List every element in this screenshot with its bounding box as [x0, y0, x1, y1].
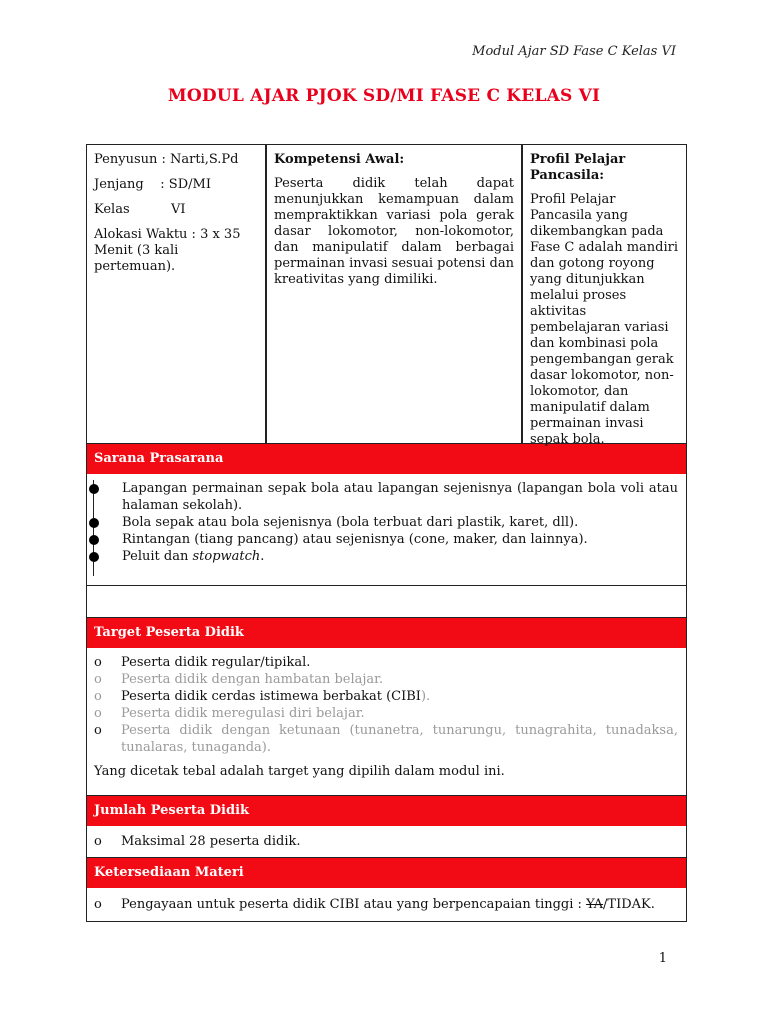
sarana-item-prefix: Peluit dan [122, 549, 193, 564]
kompetensi-cell [267, 145, 523, 443]
jumlah-item-text: Maksimal 28 peserta didik. [121, 834, 301, 849]
alokasi-text: Alokasi Waktu : 3 x 35 Menit (3 kali pertemuan). [94, 227, 241, 274]
empty-row [86, 586, 687, 618]
list-item [94, 688, 678, 705]
list-item [94, 833, 678, 850]
cibi-text: Peserta didik cerdas istimewa berbakat (CIBI [121, 689, 421, 704]
circle-bullet-icon: o [94, 897, 102, 912]
target-item-text: Peserta didik dengan ketunaan (tunanetra, tunarungu, tunagrahita, tunadaksa, tunalaras, tunaganda). [121, 723, 678, 755]
cibi-close: ). [420, 689, 431, 704]
materi-prefix: Pengayaan untuk peserta didik CIBI atau yang berpencapaian tinggi : [121, 897, 587, 912]
materi-item-text [121, 896, 655, 913]
jenjang-text: Jenjang : SD/MI [94, 177, 211, 192]
bullet-icon [94, 480, 122, 514]
profil-cell [523, 145, 686, 447]
list-item [94, 514, 686, 531]
target-note: Yang dicetak tebal adalah target yang dipilih dalam modul ini. [94, 764, 505, 779]
kelas-text: Kelas VI [94, 202, 186, 217]
target-item-text: Peserta didik regular/tipikal. [121, 655, 311, 670]
document-title: MODUL AJAR PJOK SD/MI FASE C KELAS VI [167, 86, 601, 106]
bullet-icon [94, 514, 122, 531]
kompetensi-text: Peserta didik telah dapat menunjukkan kemampuan dalam mempraktikkan variasi pola gerak dasar lokomotor, non-lokomotor, dan manipulatif dalam berbagai permainan invasi sesuai potensi dan kreativitas yang dimiliki. [274, 176, 514, 287]
penyusun-text: Penyusun : Narti,S.Pd [94, 152, 239, 167]
jumlah-heading-bar: Jumlah Peserta Didik [86, 796, 687, 826]
circle-bullet-icon: o [94, 706, 102, 721]
list-item [94, 896, 678, 913]
jumlah-cell [86, 826, 687, 858]
circle-bullet-icon: o [94, 689, 102, 704]
list-item [94, 722, 678, 756]
circle-bullet-icon: o [94, 834, 102, 849]
materi-suffix: /TIDAK. [603, 897, 655, 912]
sarana-list [93, 480, 686, 576]
target-heading-bar: Target Peserta Didik [86, 618, 687, 648]
materi-heading-bar: Ketersediaan Materi [86, 858, 687, 888]
author-info-cell [87, 145, 267, 443]
materi-cell [86, 888, 687, 922]
page-number: 1 [658, 951, 667, 966]
target-list-cell [86, 648, 687, 796]
sarana-list-cell [86, 474, 687, 586]
circle-bullet-icon: o [94, 672, 102, 687]
sarana-item-text [122, 548, 264, 565]
stopwatch-italic: stopwatch [192, 549, 261, 564]
list-item [94, 671, 678, 688]
list-item [94, 480, 686, 514]
circle-bullet-icon: o [94, 655, 102, 670]
sarana-item-text: Bola sepak atau bola sejenisnya (bola terbuat dari plastik, karet, dll). [122, 515, 579, 530]
list-item [94, 531, 686, 548]
sarana-item-text: Lapangan permainan sepak bola atau lapangan sejenisnya (lapangan bola voli atau halaman sekolah). [122, 481, 678, 513]
running-header: Modul Ajar SD Fase C Kelas VI [472, 44, 676, 59]
profil-heading: Profil Pelajar Pancasila: [530, 152, 626, 183]
profil-text: Profil Pelajar Pancasila yang dikembangkan pada Fase C adalah mandiri dan gotong royong yang ditunjukkan melalui proses aktivitas pembelajaran variasi dan kombinasi pola pengembangan gerak dasar lokomotor, non-lokomotor, dan manipulatif dalam permainan invasi sepak bola. [530, 192, 679, 447]
target-item-text: Peserta didik meregulasi diri belajar. [121, 706, 365, 721]
target-item-text [121, 688, 430, 705]
list-item [94, 548, 686, 565]
bullet-icon [94, 531, 122, 548]
sarana-item-text: Rintangan (tiang pancang) atau sejenisnya (cone, maker, dan lainnya). [122, 532, 588, 547]
target-item-text: Peserta didik dengan hambatan belajar. [121, 672, 384, 687]
sarana-item-end: . [260, 549, 265, 564]
kompetensi-heading: Kompetensi Awal: [274, 152, 405, 167]
circle-bullet-icon: o [94, 723, 102, 738]
bullet-icon [94, 548, 122, 565]
list-item [94, 705, 678, 722]
info-row [86, 144, 687, 447]
module-table [86, 144, 687, 922]
sarana-heading-bar: Sarana Prasarana [86, 444, 687, 474]
materi-struck-ya: YA [586, 897, 604, 912]
list-item [94, 654, 678, 671]
